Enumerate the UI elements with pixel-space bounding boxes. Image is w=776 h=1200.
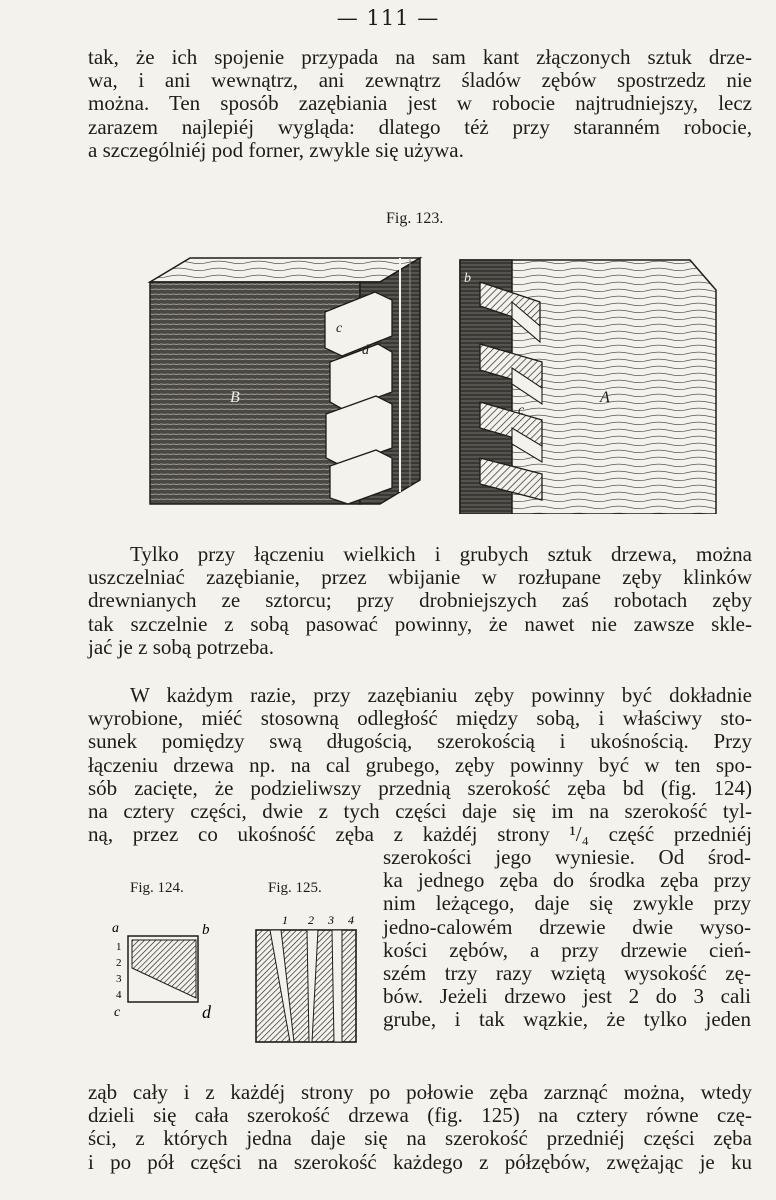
paragraph-3 [88, 684, 752, 846]
label-b: B [230, 389, 240, 406]
figure-125-illustration [252, 912, 367, 1052]
text-line: wa, i ani wewnątrz, ani zewnątrz śladów zębów spostrzedz nie [88, 68, 752, 93]
text-line: jać je z sobą potrzeba. [88, 634, 274, 659]
figure-125-caption: Fig. 125. [268, 880, 322, 896]
text-line: ną, przez co ukośność zęba z każdéj strony ¹/₄ część przedniéj [88, 822, 752, 847]
paragraph-2 [88, 543, 752, 659]
figure-124-illustration [110, 912, 225, 1022]
tick-3: 3 [328, 913, 334, 927]
left-block-b [150, 258, 420, 504]
text-line: bów. Jeżeli drzewo jest 2 do 3 cali [383, 984, 751, 1009]
label-a: a [112, 921, 119, 936]
text-line: tak szczelnie z sobą pasować powinny, że nawet nie zawsze skle- [88, 611, 752, 636]
text-line: nim leżącego, daje się zwykle przy [383, 891, 751, 916]
text-line: ząb cały i z każdéj strony po połowie zęba zarznąć można, wtedy [88, 1080, 752, 1104]
tick-4: 4 [348, 913, 354, 927]
text-line: drewnianych ze sztorcu; przy drobniejszych zaś robotach zęby [88, 588, 752, 613]
tick-4: 4 [116, 989, 122, 1001]
text-line: sunek pomiędzy swą długością, szerokością i ukośnością. Przy [88, 729, 752, 754]
tick-1: 1 [116, 941, 122, 953]
text-line: W każdym razie, przy zazębianiu zęby powinny być dokładnie [130, 683, 752, 707]
text-line: kości zębów, a przy drzewie cień- [383, 937, 751, 962]
label-b-small: b [464, 271, 471, 286]
text-line: szerokości jego wyniesie. Od środ- [383, 845, 751, 869]
label-c: c [114, 1005, 121, 1020]
text-line: jedno-calowém drzewie dwie wyso- [383, 914, 751, 939]
text-line: dzieli się cała szerokość drzewa (fig. 125) na cztery równe czę- [88, 1103, 752, 1128]
text-line: i po pół części na szerokość każdego z półzębów, zwężając je ku [88, 1149, 752, 1174]
text-line: ka jednego zęba do środka zęba przy [383, 868, 751, 893]
text-line: a szczególniéj pod forner, zwykle się używa. [88, 137, 464, 162]
text-line: grube, i tak wązkie, że tylko jeden [383, 1007, 751, 1032]
text-line: można. Ten sposób zazębiania jest w robocie najtrudniejszy, lecz [88, 91, 752, 116]
text-line: na cztery części, dwie z tych części daje się im na szerokość tyl- [88, 799, 752, 824]
text-line: sób zacięte, że podzieliwszy przednią szerokość zęba bd (fig. 124) [88, 775, 752, 800]
label-b: b [202, 922, 210, 938]
figure-123-illustration [130, 252, 720, 514]
label-c-right: c [518, 403, 525, 418]
text-line: wyrobione, miéć stosowną odległość między sobą, i właściwy sto- [88, 706, 752, 731]
label-a: A [600, 389, 610, 406]
paragraph-3-end [88, 1081, 752, 1174]
text-line: łączeniu drzewa np. na cal grubego, zęby powinny być w ten spo- [88, 752, 752, 777]
text-line: tak, że ich spojenie przypada na sam kant złączonych sztuk drze- [88, 45, 752, 69]
figure-123-caption: Fig. 123. [386, 210, 444, 227]
tick-2: 2 [116, 957, 122, 969]
figure-124-caption: Fig. 124. [130, 880, 184, 896]
page-number: — 111 — [336, 6, 440, 30]
text-line: ści, z których jedna daje się na szerokość przedniéj części zęba [88, 1126, 752, 1151]
right-block-a [460, 260, 716, 514]
text-line: uszczelniać zazębianie, przez wbijanie w rozłupane zęby klinków [88, 565, 752, 590]
text-line: zarazem najlepiéj wygląda: dlatego téż przy staranném robocie, [88, 114, 752, 139]
label-d: d [202, 1002, 211, 1022]
wrapped-text [383, 846, 751, 1032]
tick-1: 1 [282, 913, 288, 927]
text-line: Tylko przy łączeniu wielkich i grubych sztuk drzewa, można [130, 542, 752, 566]
tick-2: 2 [308, 913, 314, 927]
tick-3: 3 [116, 973, 122, 985]
text-line: szém trzy razy wziętą wysokość zę- [383, 961, 751, 986]
label-c: c [336, 321, 343, 336]
label-d: d [362, 343, 369, 358]
paragraph-1 [88, 46, 752, 162]
